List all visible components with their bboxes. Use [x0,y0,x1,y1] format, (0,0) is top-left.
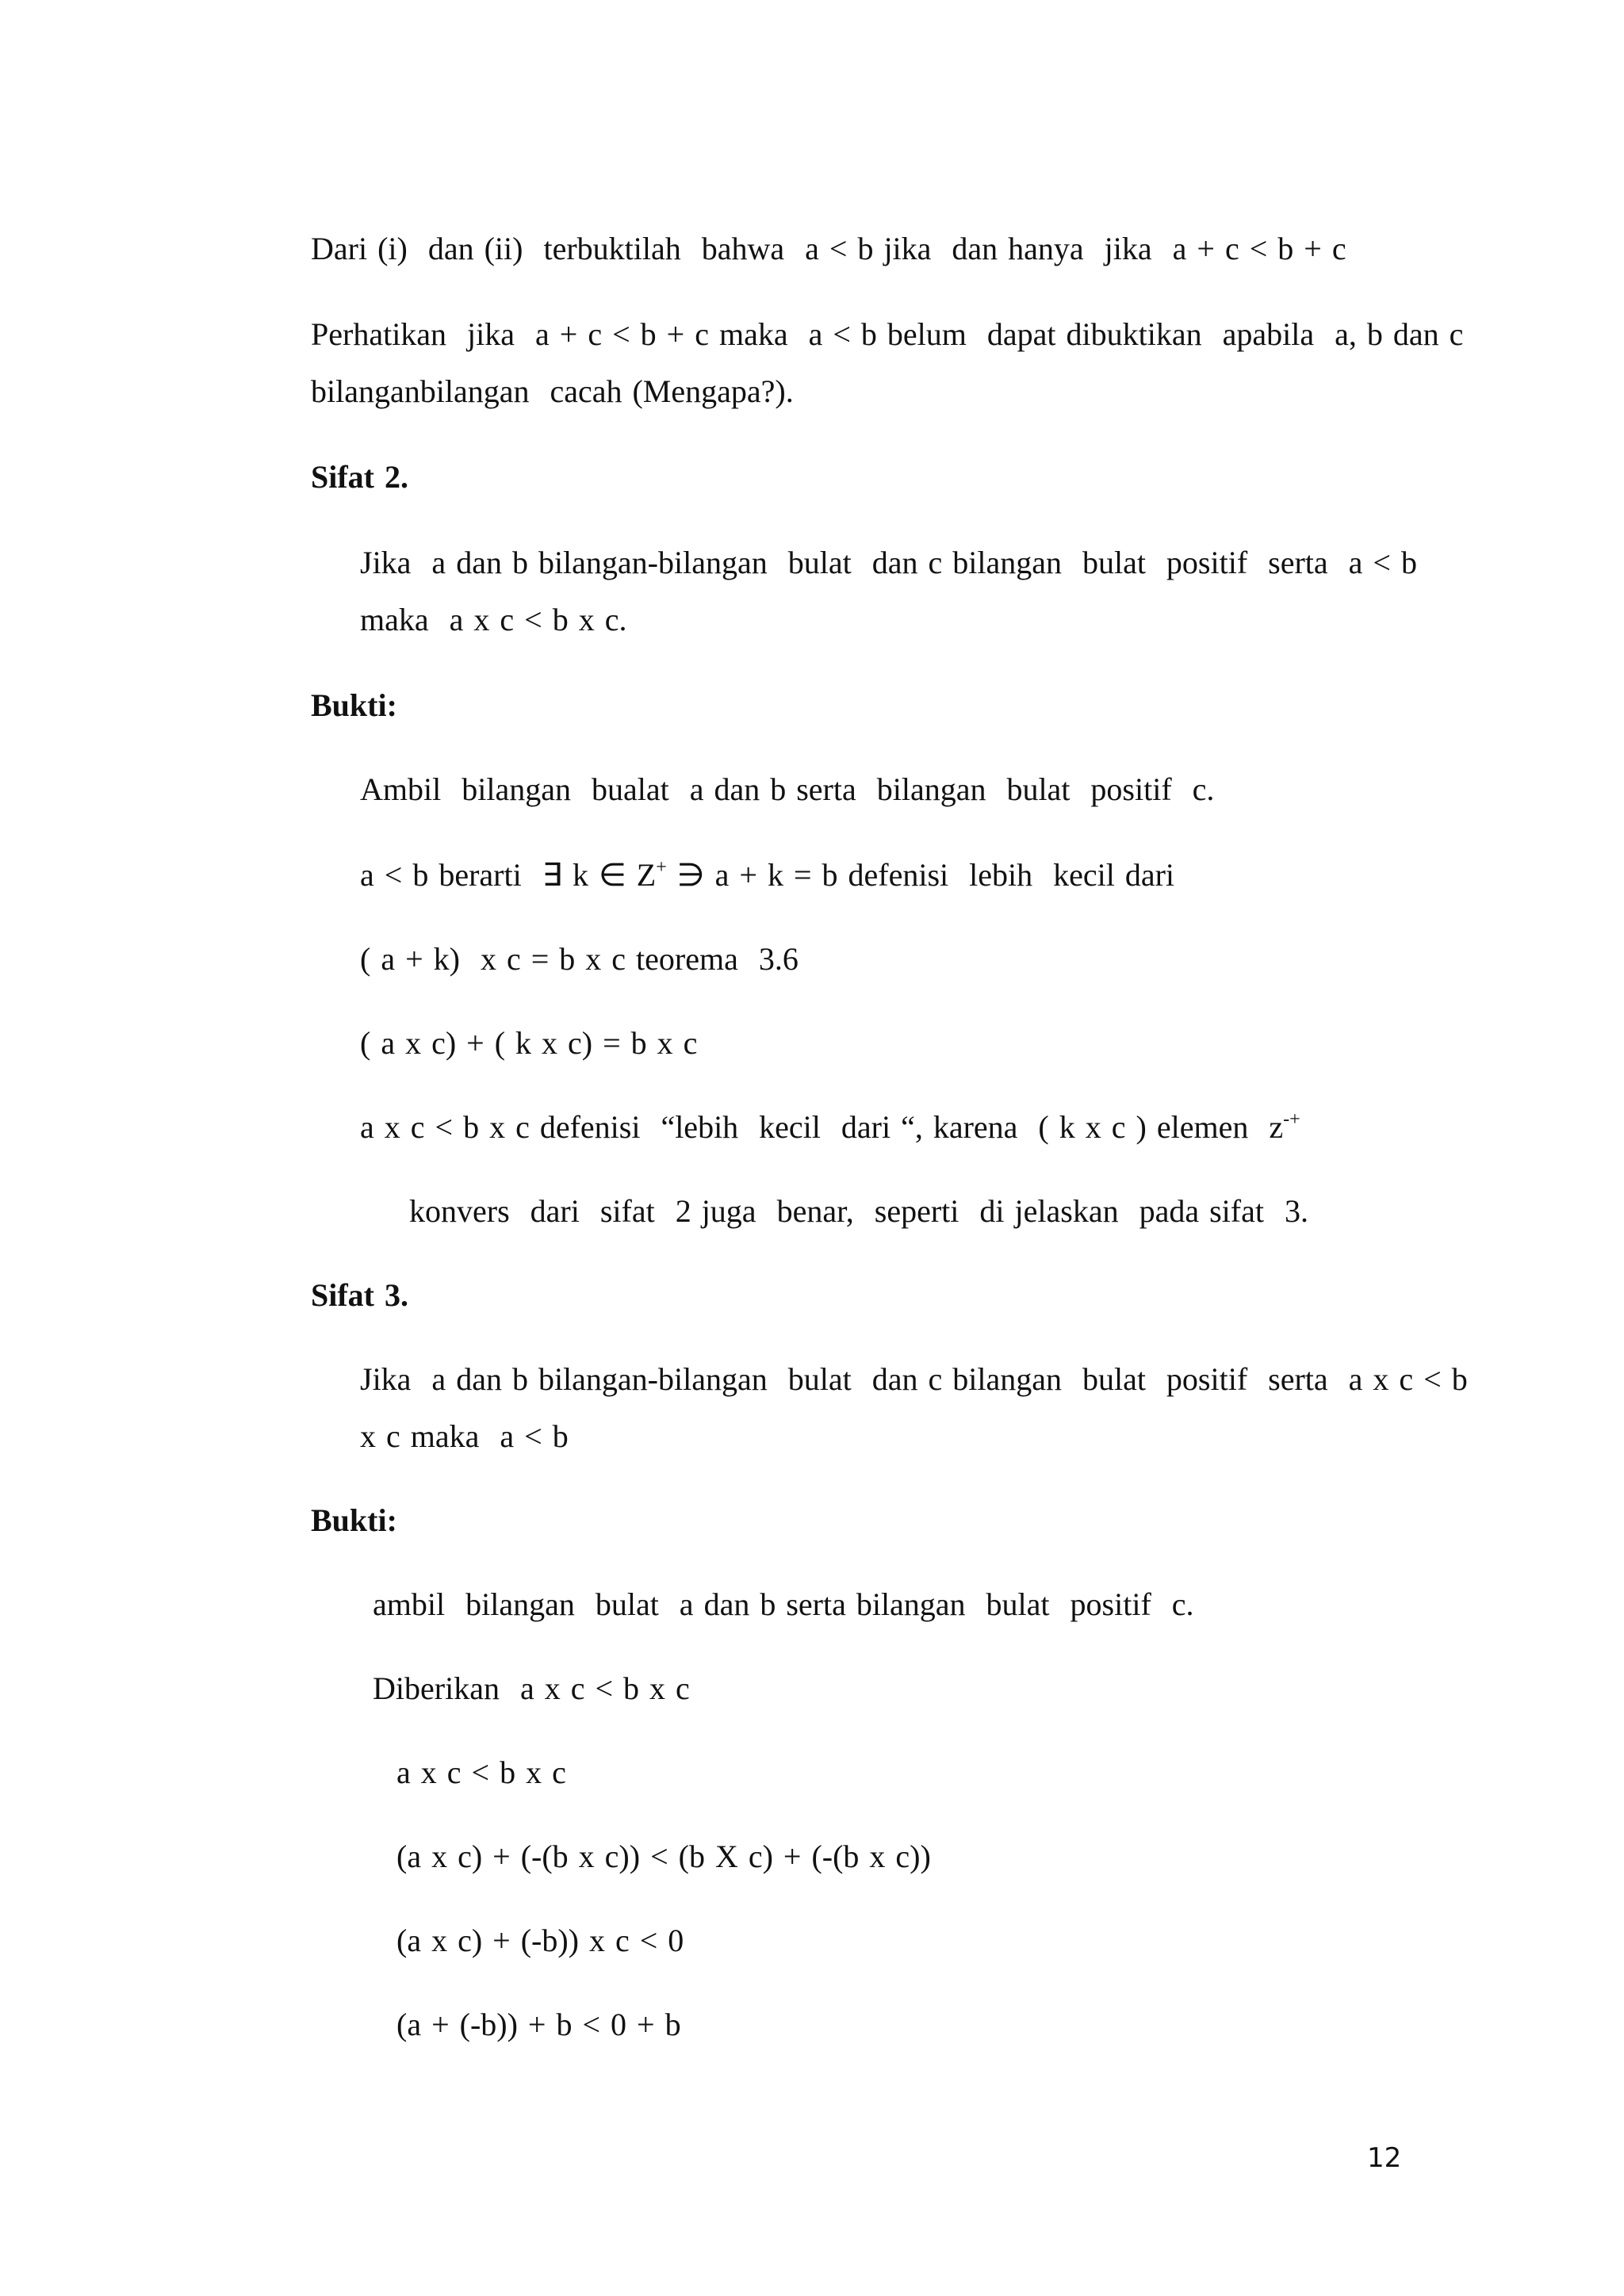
paragraph-conclusion: Dari (i) dan (ii) terbuktilah bahwa a < b jika dan hanya jika a + c < b + c [311,231,1346,266]
bukti-2-line-6: (a + (-b)) + b < 0 + b [396,2007,681,2042]
bukti-1-line-1: Ambil bilangan bualat a dan b serta bilangan bulat positif c. [360,771,1215,807]
bukti-2-heading: Bukti: [311,1502,397,1538]
z-plus-superscript: + [656,856,667,878]
bukti-1-line-2-post: ∋ a + k = b defenisi lebih kecil dari [666,857,1175,893]
sifat-2-statement-line-2: maka a x c < b x c. [360,602,627,637]
bukti-1-line-2 [360,856,1174,894]
bukti-1-heading: Bukti: [311,687,397,723]
paragraph-note-line-1: Perhatikan jika a + c < b + c maka a < b belum dapat dibuktikan apabila a, b dan c [311,316,1464,352]
bukti-2-line-3: a x c < b x c [396,1755,566,1790]
bukti-1-line-3: ( a + k) x c = b x c teorema 3.6 [360,941,799,977]
paragraph-note-line-2: bilanganbilangan cacah (Mengapa?). [311,373,794,409]
bukti-2-line-1: ambil bilangan bulat a dan b serta bilangan bulat positif c. [373,1586,1194,1622]
z-minus-plus-superscript: -+ [1283,1108,1300,1130]
sifat-3-statement-line-2: x c maka a < b [360,1418,569,1454]
sifat-2-heading: Sifat 2. [311,459,408,495]
bukti-2-line-5: (a x c) + (-b)) x c < 0 [396,1923,684,1958]
sifat-3-statement-line-1: Jika a dan b bilangan-bilangan bulat dan c bilangan bulat positif serta a x c < b [360,1361,1468,1397]
page-number: 12 [1367,2142,1402,2174]
sifat-3-heading: Sifat 3. [311,1277,408,1313]
bukti-2-line-4: (a x c) + (-(b x c)) < (b X c) + (-(b x c)) [396,1839,931,1874]
bukti-1-line-4: ( a x c) + ( k x c) = b x c [360,1025,698,1061]
bukti-1-line-5-pre: a x c < b x c defenisi “lebih kecil dari “, karena ( k x c ) elemen z [360,1109,1284,1145]
bukti-1-line-6: konvers dari sifat 2 juga benar, seperti di jelaskan pada sifat 3. [409,1193,1308,1229]
bukti-1-line-5 [360,1108,1300,1146]
sifat-2-statement-line-1: Jika a dan b bilangan-bilangan bulat dan c bilangan bulat positif serta a < b [360,545,1417,580]
bukti-1-line-2-pre: a < b berarti ∃ k ∈ Z [360,857,657,893]
bukti-2-line-2: Diberikan a x c < b x c [373,1670,690,1706]
